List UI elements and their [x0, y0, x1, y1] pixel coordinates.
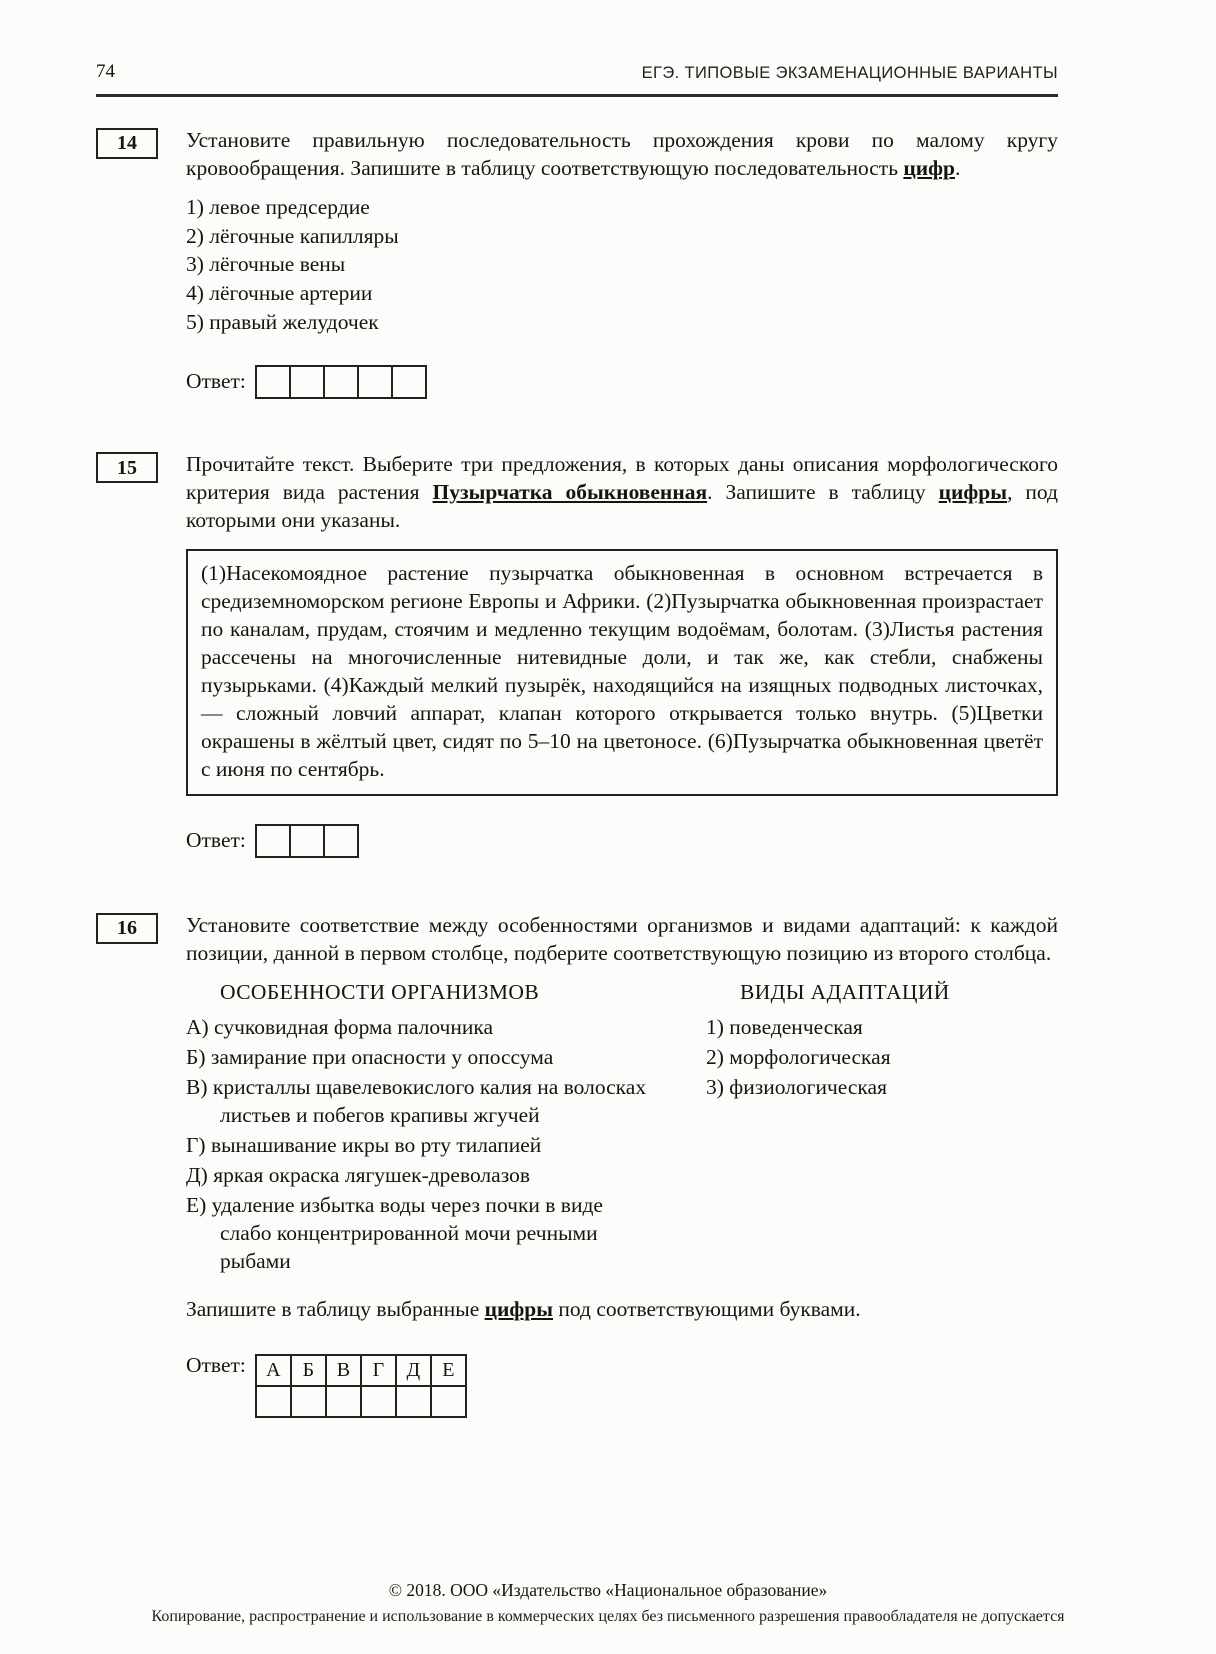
question-15-answer-cells — [255, 824, 359, 858]
answer-cell — [391, 365, 427, 399]
right-column-header: ВИДЫ АДАПТАЦИЙ — [740, 980, 950, 1005]
match-option: 2) морфологическая — [706, 1045, 891, 1070]
question-15 — [96, 451, 1058, 857]
note-text: Запишите в таблицу выбранные — [186, 1296, 485, 1321]
answer-cell — [396, 1386, 431, 1417]
match-option: 3) физиологическая — [706, 1075, 887, 1100]
question-16 — [96, 912, 1058, 1418]
answer-cell — [326, 1386, 361, 1417]
note-text: под соответствующими буквами. — [553, 1296, 861, 1321]
question-15-answer-row — [186, 824, 1058, 858]
question-15-number-box: 15 — [96, 452, 158, 483]
prompt-text: , под которыми они указаны. — [186, 480, 1058, 533]
question-15-prompt — [186, 451, 1058, 535]
match-item: Д) яркая окраска лягушек-древолазов — [186, 1163, 530, 1188]
question-14-answer-cells — [255, 365, 427, 399]
footer-copyright: © 2018. ООО «Издательство «Национальное образование» — [388, 1580, 828, 1601]
answer-cell — [361, 1386, 396, 1417]
answer-cell — [289, 365, 325, 399]
prompt-text: Прочитайте текст. Выберите три предложения, в которых даны описания морфологического критерия вида растения — [186, 452, 1058, 505]
question-16-prompt: Установите соответствие между особенностями организмов и видами адаптаций: к каждой позиции, данной в первом столбце, подберите соответствующую позицию из второго столбца. — [186, 912, 1058, 965]
question-14 — [96, 127, 1058, 400]
question-15-body — [186, 451, 1058, 857]
question-16-body — [186, 912, 1058, 1418]
answer-cell — [357, 365, 393, 399]
answer-letter-cell: В — [326, 1355, 361, 1386]
answer-table-letter-row — [256, 1355, 466, 1386]
matching-right-column — [706, 979, 1058, 1277]
question-15-passage-box — [186, 549, 1058, 796]
answer-cell — [291, 1386, 326, 1417]
option-item: 4) лёгочные артерии — [186, 281, 373, 306]
passage-text: (1)Насекомоядное растение пузырчатка обыкновенная в основном встречается в средиземноморском регионе Европы и Африки. (2)Пузырчатка обыкновенная произрастает по каналам, прудам, стоячим и медленно текущим водоёмам, болотам. (3)Листья растения рассечены на многочисленные нитевидные доли, и так же, как стебли, снабжены пузырьками. (4)Каждый мелкий пузырёк, находящийся на изящных подводных листочках, — сложный ловчий аппарат, клапан которого открывается только внутрь. (5)Цветки окрашены в жёлтый цвет, сидят по 5–10 на цветоносе. (6)Пузырчатка обыкновенная цветёт с июня по сентябрь. — [201, 561, 1043, 781]
question-14-prompt — [186, 127, 1058, 183]
left-column-header: ОСОБЕННОСТИ ОРГАНИЗМОВ — [220, 980, 540, 1005]
question-14-number-box: 14 — [96, 128, 158, 159]
prompt-text: Установите правильную последовательность прохождения крови по малому кругу кровообращения. Запишите в таблицу соответствующую последовательность — [186, 127, 1058, 180]
footer-legal-notice: Копирование, распространение и использование в коммерческих целях без письменного разрешения правообладателя не допускается — [151, 1608, 1065, 1626]
page-number: 74 — [96, 61, 115, 82]
question-15-number-column — [96, 451, 186, 857]
prompt-emphasis: Пузырчатка обыкновенная — [432, 480, 708, 505]
page-header — [96, 60, 1058, 97]
option-item: 2) лёгочные капилляры — [186, 223, 399, 248]
question-16-number-column — [96, 912, 186, 1418]
prompt-text: . — [955, 155, 961, 180]
answer-letter-cell: Д — [396, 1355, 431, 1386]
question-14-number-column — [96, 127, 186, 400]
option-item: 3) лёгочные вены — [186, 252, 346, 277]
answer-cell — [323, 365, 359, 399]
answer-cell — [256, 1386, 291, 1417]
option-item: 1) левое предсердие — [186, 194, 370, 219]
match-option: 1) поведенческая — [706, 1015, 863, 1040]
answer-cell — [255, 365, 291, 399]
question-14-options — [186, 194, 1058, 338]
prompt-emphasis: цифры — [938, 480, 1008, 505]
answer-table-empty-row — [256, 1386, 466, 1417]
match-item: Е) удаление избытка воды через почки в виде слабо концентрированной мочи речными рыбами — [186, 1193, 603, 1273]
question-16-number-box: 16 — [96, 913, 158, 944]
answer-cell — [255, 824, 291, 858]
question-16-matching-columns — [186, 979, 1058, 1277]
prompt-text: . Запишите в таблицу — [707, 480, 939, 505]
match-item: В) кристаллы щавелевокислого калия на волосках листьев и побегов крапивы жгучей — [186, 1075, 647, 1128]
matching-left-column — [186, 979, 706, 1277]
answer-letter-cell: Б — [291, 1355, 326, 1386]
answer-label: Ответ: — [186, 1352, 246, 1377]
answer-cell — [323, 824, 359, 858]
answer-label: Ответ: — [186, 827, 246, 852]
question-16-note — [186, 1296, 1058, 1324]
question-16-answer-table — [255, 1354, 467, 1418]
answer-label: Ответ: — [186, 369, 246, 394]
prompt-emphasis: цифр — [903, 155, 955, 180]
match-item: Г) вынашивание икры во рту тилапией — [186, 1133, 542, 1158]
page-footer — [0, 1579, 1216, 1628]
match-item: Б) замирание при опасности у опоссума — [186, 1045, 554, 1070]
note-emphasis: цифры — [484, 1296, 554, 1321]
match-item: А) сучковидная форма палочника — [186, 1015, 494, 1040]
option-item: 5) правый желудочек — [186, 310, 379, 335]
answer-cell — [431, 1386, 466, 1417]
question-16-answer-row — [186, 1352, 1058, 1418]
answer-letter-cell: Г — [361, 1355, 396, 1386]
question-14-body — [186, 127, 1058, 400]
header-title: ЕГЭ. ТИПОВЫЕ ЭКЗАМЕНАЦИОННЫЕ ВАРИАНТЫ — [641, 64, 1058, 83]
answer-cell — [289, 824, 325, 858]
question-14-answer-row — [186, 365, 1058, 399]
answer-letter-cell: Е — [431, 1355, 466, 1386]
answer-letter-cell: А — [256, 1355, 291, 1386]
